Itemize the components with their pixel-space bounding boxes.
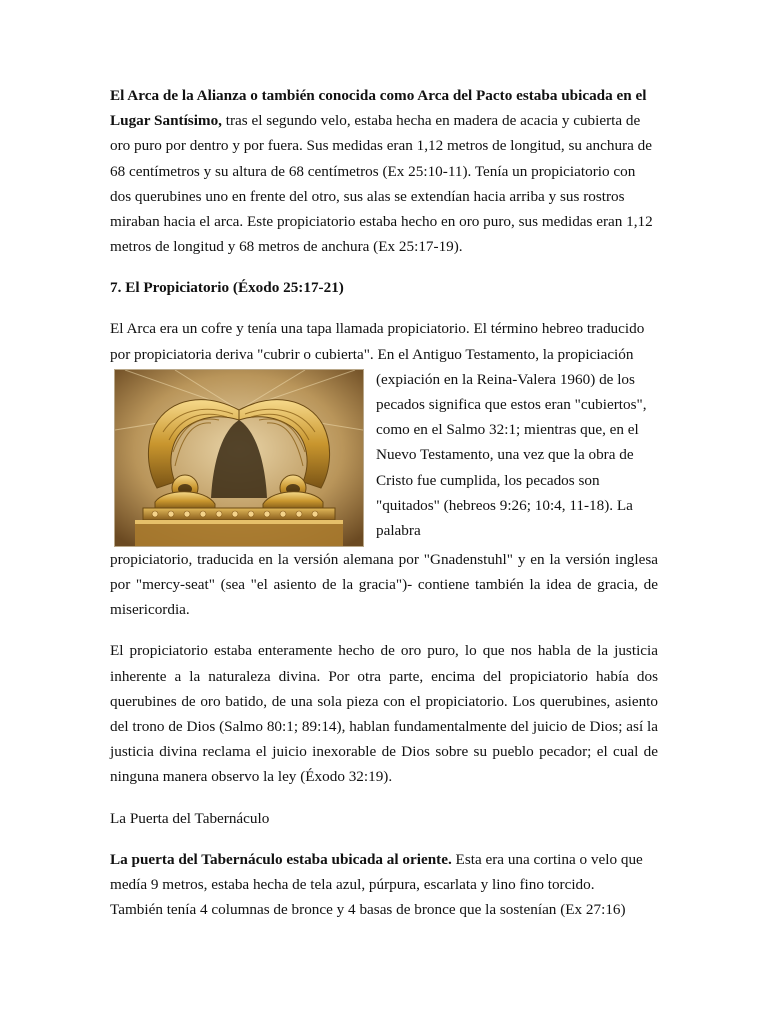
side-line: Nuevo Testamento, una vez que la obra de xyxy=(376,446,634,464)
document-page xyxy=(110,83,658,922)
heading-propiciatorio: 7. El Propiciatorio (Éxodo 25:17-21) xyxy=(110,279,344,297)
paragraph-puerta-bold: La puerta del Tabernáculo estaba ubicada al oriente. xyxy=(110,850,452,868)
figure-row xyxy=(110,367,658,547)
paragraph-arca-bold: El Arca de la Alianza o también conocida como Arca del Pacto estaba ubicada en el Lugar Santísimo, xyxy=(110,87,647,130)
side-line: (expiación en la Reina-Valera 1960) de los xyxy=(376,370,635,388)
paragraph-puerta-line1 xyxy=(110,847,658,872)
side-line: pecados significa que estos eran "cubiertos", xyxy=(376,396,647,414)
side-line: "quitados" (hebreos 9:26; 10:4, 11-18). La xyxy=(376,496,633,514)
paragraph-puerta-line2: medía 9 metros, estaba hecha de tela azul, púrpura, escarlata y lino fino torcido. xyxy=(110,876,595,894)
text-beside-image xyxy=(376,367,656,543)
side-line: Cristo fue cumplida, los pecados son xyxy=(376,471,600,489)
side-line: como en el Salmo 32:1; mientras que, en el xyxy=(376,421,639,439)
paragraph-propiciatorio-line2: por propiciatoria deriva "cubrir o cubierta". En el Antiguo Testamento, la propiciación xyxy=(110,345,634,363)
paragraph-propiciatorio-continuation: propiciatorio, traducida en la versión alemana por "Gnadenstuhl" y en la versión inglesa por "mercy-seat" (sea "el asiento de la gracia")- contiene también la idea de gracia, de misericordia. xyxy=(110,550,658,619)
paragraph-puerta-rest: Esta era una cortina o velo que xyxy=(451,850,643,868)
paragraph-oro-puro: El propiciatorio estaba enteramente hecho de oro puro, lo que nos habla de la justicia inherente a la naturaleza divina. Por otra parte, encima del propiciatorio había dos querubines de oro batido, de una sola pieza con el propiciatorio. Los querubines, asiento del trono de Dios (Salmo 80:1; 89:14), hablan fundamentalmente del juicio de Dios; así la justicia divina reclama el juicio inexorable de Dios sobre su pueblo pecador; el cual de ninguna manera observo la ley (Éxodo 32:19). xyxy=(110,642,658,786)
paragraph-propiciatorio-line1: El Arca era un cofre y tenía una tapa llamada propiciatorio. El término hebreo traducido xyxy=(110,320,645,338)
side-line: palabra xyxy=(376,522,421,540)
paragraph-arca xyxy=(110,83,658,259)
ark-cherubim-image xyxy=(114,369,364,547)
paragraph-puerta-line3: También tenía 4 columnas de bronce y 4 basas de bronce que la sostenían (Ex 27:16) xyxy=(110,901,626,919)
heading-puerta: La Puerta del Tabernáculo xyxy=(110,809,270,827)
paragraph-arca-text: tras el segundo velo, estaba hecha en madera de acacia y cubierta de oro puro por dentro y por fuera. Sus medidas eran 1,12 metros de longitud, su anchura de 68 centímetros y su altura de 68 centímetros (Ex 25:10-11). Tenía un propiciatorio con dos querubines uno en frente del otro, sus alas se extendían hacia arriba y sus rostros miraban hacia el arca. Este propiciatorio estaba hecho en oro puro, sus medidas eran 1,12 metros de longitud y 68 metros de anchura (Ex 25:17-19). xyxy=(110,112,653,256)
